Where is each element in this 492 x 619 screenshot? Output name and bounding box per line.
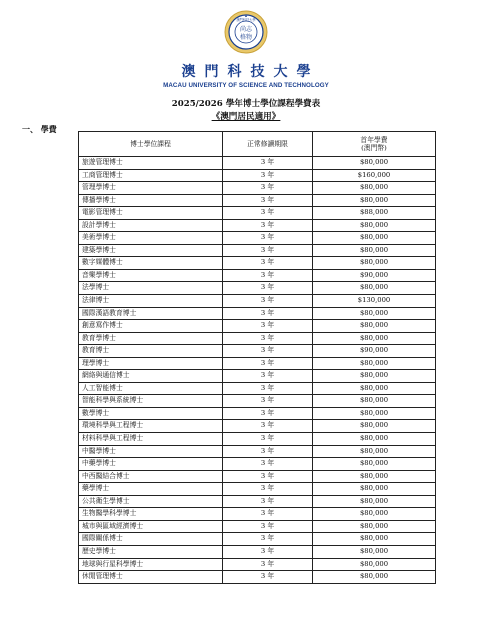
fee-cell: $80,000	[313, 257, 436, 270]
seal-center-top: 尚志	[239, 26, 253, 33]
header-fee-line1: 首年學費	[360, 136, 388, 144]
duration-cell: 3 年	[223, 407, 313, 420]
table-row	[79, 533, 436, 546]
table-row	[79, 420, 436, 433]
program-cell: 中醫學博士	[79, 445, 223, 458]
table-row	[79, 382, 436, 395]
duration-cell: 3 年	[223, 219, 313, 232]
program-cell: 城市與區域經濟博士	[79, 520, 223, 533]
document-title: 2025/2026 學年博士學位課程學費表	[171, 99, 321, 109]
seal-center-bottom: 格物	[239, 34, 253, 41]
duration-cell: 3 年	[223, 483, 313, 496]
program-cell: 環境科學與工程博士	[79, 420, 223, 433]
duration-cell: 3 年	[223, 433, 313, 446]
fee-cell: $80,000	[313, 332, 436, 345]
duration-cell: 3 年	[223, 282, 313, 295]
fee-cell: $80,000	[313, 470, 436, 483]
duration-cell: 3 年	[223, 458, 313, 471]
table-row	[79, 495, 436, 508]
table-row	[79, 269, 436, 282]
table-row	[79, 395, 436, 408]
fee-cell: $80,000	[313, 182, 436, 195]
fee-cell: $80,000	[313, 495, 436, 508]
university-name-zh: 澳門科技大學	[181, 64, 320, 80]
duration-cell: 3 年	[223, 232, 313, 245]
document-subtitle	[0, 110, 492, 122]
section-label: 一、 學費	[22, 124, 57, 134]
duration-cell: 3 年	[223, 545, 313, 558]
table-row	[79, 520, 436, 533]
program-cell: 創意寫作博士	[79, 320, 223, 333]
university-seal-icon	[224, 10, 268, 54]
tuition-table	[78, 131, 436, 584]
program-cell: 國際關係博士	[79, 533, 223, 546]
table-row	[79, 407, 436, 420]
duration-cell: 3 年	[223, 558, 313, 571]
fee-cell: $160,000	[313, 169, 436, 182]
fee-cell: $80,000	[313, 420, 436, 433]
program-cell: 智能科學與系統博士	[79, 395, 223, 408]
fee-cell: $80,000	[313, 458, 436, 471]
document-subtitle-text: 《澳門居民適用》	[211, 112, 281, 122]
program-cell: 電影管理博士	[79, 207, 223, 220]
table-row	[79, 508, 436, 521]
header-fee	[313, 132, 436, 157]
program-cell: 生物醫學科學博士	[79, 508, 223, 521]
program-cell: 建築學博士	[79, 244, 223, 257]
fee-cell: $80,000	[313, 395, 436, 408]
fee-cell: $80,000	[313, 157, 436, 170]
fee-cell: $80,000	[313, 520, 436, 533]
fee-cell: $80,000	[313, 545, 436, 558]
program-cell: 法學博士	[79, 282, 223, 295]
table-row	[79, 194, 436, 207]
duration-cell: 3 年	[223, 295, 313, 308]
duration-cell: 3 年	[223, 269, 313, 282]
duration-cell: 3 年	[223, 508, 313, 521]
fee-cell: $80,000	[313, 244, 436, 257]
fee-cell: $80,000	[313, 320, 436, 333]
table-row	[79, 244, 436, 257]
duration-cell: 3 年	[223, 244, 313, 257]
fee-cell: $80,000	[313, 219, 436, 232]
duration-cell: 3 年	[223, 182, 313, 195]
duration-cell: 3 年	[223, 357, 313, 370]
university-header	[0, 10, 492, 89]
fee-cell: $90,000	[313, 269, 436, 282]
header-duration: 正常修讀期限	[223, 132, 313, 157]
fee-cell: $80,000	[313, 357, 436, 370]
duration-cell: 3 年	[223, 332, 313, 345]
duration-cell: 3 年	[223, 533, 313, 546]
program-cell: 理學博士	[79, 357, 223, 370]
header-program: 博士學位課程	[79, 132, 223, 157]
table-row	[79, 458, 436, 471]
fee-cell: $80,000	[313, 433, 436, 446]
fee-cell: $80,000	[313, 232, 436, 245]
program-cell: 材料科學與工程博士	[79, 433, 223, 446]
table-row	[79, 332, 436, 345]
fee-cell: $88,000	[313, 207, 436, 220]
duration-cell: 3 年	[223, 470, 313, 483]
duration-cell: 3 年	[223, 420, 313, 433]
program-cell: 人工智能博士	[79, 382, 223, 395]
seal-ring-text: 澳門科技大學	[236, 18, 256, 22]
duration-cell: 3 年	[223, 571, 313, 584]
table-row	[79, 545, 436, 558]
duration-cell: 3 年	[223, 207, 313, 220]
duration-cell: 3 年	[223, 495, 313, 508]
table-row	[79, 345, 436, 358]
fee-cell: $80,000	[313, 370, 436, 383]
table-header-row	[79, 132, 436, 157]
program-cell: 教育學博士	[79, 332, 223, 345]
program-cell: 休閒管理博士	[79, 571, 223, 584]
university-name-en: MACAU UNIVERSITY OF SCIENCE AND TECHNOLOGY	[163, 82, 329, 89]
fee-cell: $90,000	[313, 345, 436, 358]
program-cell: 管理學博士	[79, 182, 223, 195]
table-row	[79, 169, 436, 182]
table-row	[79, 320, 436, 333]
fee-cell: $80,000	[313, 445, 436, 458]
header-fee-line2: (澳門幣)	[361, 144, 387, 152]
table-row	[79, 483, 436, 496]
table-row	[79, 182, 436, 195]
duration-cell: 3 年	[223, 395, 313, 408]
table-row	[79, 445, 436, 458]
program-cell: 公共衛生學博士	[79, 495, 223, 508]
fee-cell: $80,000	[313, 483, 436, 496]
table-row	[79, 232, 436, 245]
duration-cell: 3 年	[223, 257, 313, 270]
program-cell: 歷史學博士	[79, 545, 223, 558]
table-row	[79, 433, 436, 446]
duration-cell: 3 年	[223, 382, 313, 395]
program-cell: 音樂學博士	[79, 269, 223, 282]
program-cell: 藥學博士	[79, 483, 223, 496]
table-row	[79, 307, 436, 320]
program-cell: 數學博士	[79, 407, 223, 420]
duration-cell: 3 年	[223, 345, 313, 358]
table-row	[79, 470, 436, 483]
program-cell: 美術學博士	[79, 232, 223, 245]
program-cell: 國際漢語教育博士	[79, 307, 223, 320]
fee-cell: $80,000	[313, 508, 436, 521]
table-row	[79, 207, 436, 220]
program-cell: 教育博士	[79, 345, 223, 358]
program-cell: 旅遊管理博士	[79, 157, 223, 170]
fee-cell: $80,000	[313, 558, 436, 571]
duration-cell: 3 年	[223, 157, 313, 170]
fee-cell: $80,000	[313, 194, 436, 207]
duration-cell: 3 年	[223, 370, 313, 383]
program-cell: 數字媒體博士	[79, 257, 223, 270]
table-row	[79, 558, 436, 571]
program-cell: 設計學博士	[79, 219, 223, 232]
fee-cell: $130,000	[313, 295, 436, 308]
duration-cell: 3 年	[223, 520, 313, 533]
duration-cell: 3 年	[223, 320, 313, 333]
program-cell: 中藥學博士	[79, 458, 223, 471]
table-row	[79, 370, 436, 383]
duration-cell: 3 年	[223, 307, 313, 320]
fee-cell: $80,000	[313, 407, 436, 420]
table-row	[79, 357, 436, 370]
program-cell: 地球與行星科學博士	[79, 558, 223, 571]
fee-cell: $80,000	[313, 382, 436, 395]
table-row	[79, 157, 436, 170]
duration-cell: 3 年	[223, 194, 313, 207]
fee-cell: $80,000	[313, 533, 436, 546]
table-row	[79, 295, 436, 308]
duration-cell: 3 年	[223, 169, 313, 182]
program-cell: 網絡與通信博士	[79, 370, 223, 383]
program-cell: 傳播學博士	[79, 194, 223, 207]
table-row	[79, 219, 436, 232]
fee-cell: $80,000	[313, 571, 436, 584]
fee-cell: $80,000	[313, 282, 436, 295]
program-cell: 中西醫結合博士	[79, 470, 223, 483]
duration-cell: 3 年	[223, 445, 313, 458]
program-cell: 法律博士	[79, 295, 223, 308]
program-cell: 工商管理博士	[79, 169, 223, 182]
fee-cell: $80,000	[313, 307, 436, 320]
table-row	[79, 282, 436, 295]
table-row	[79, 257, 436, 270]
table-row	[79, 571, 436, 584]
